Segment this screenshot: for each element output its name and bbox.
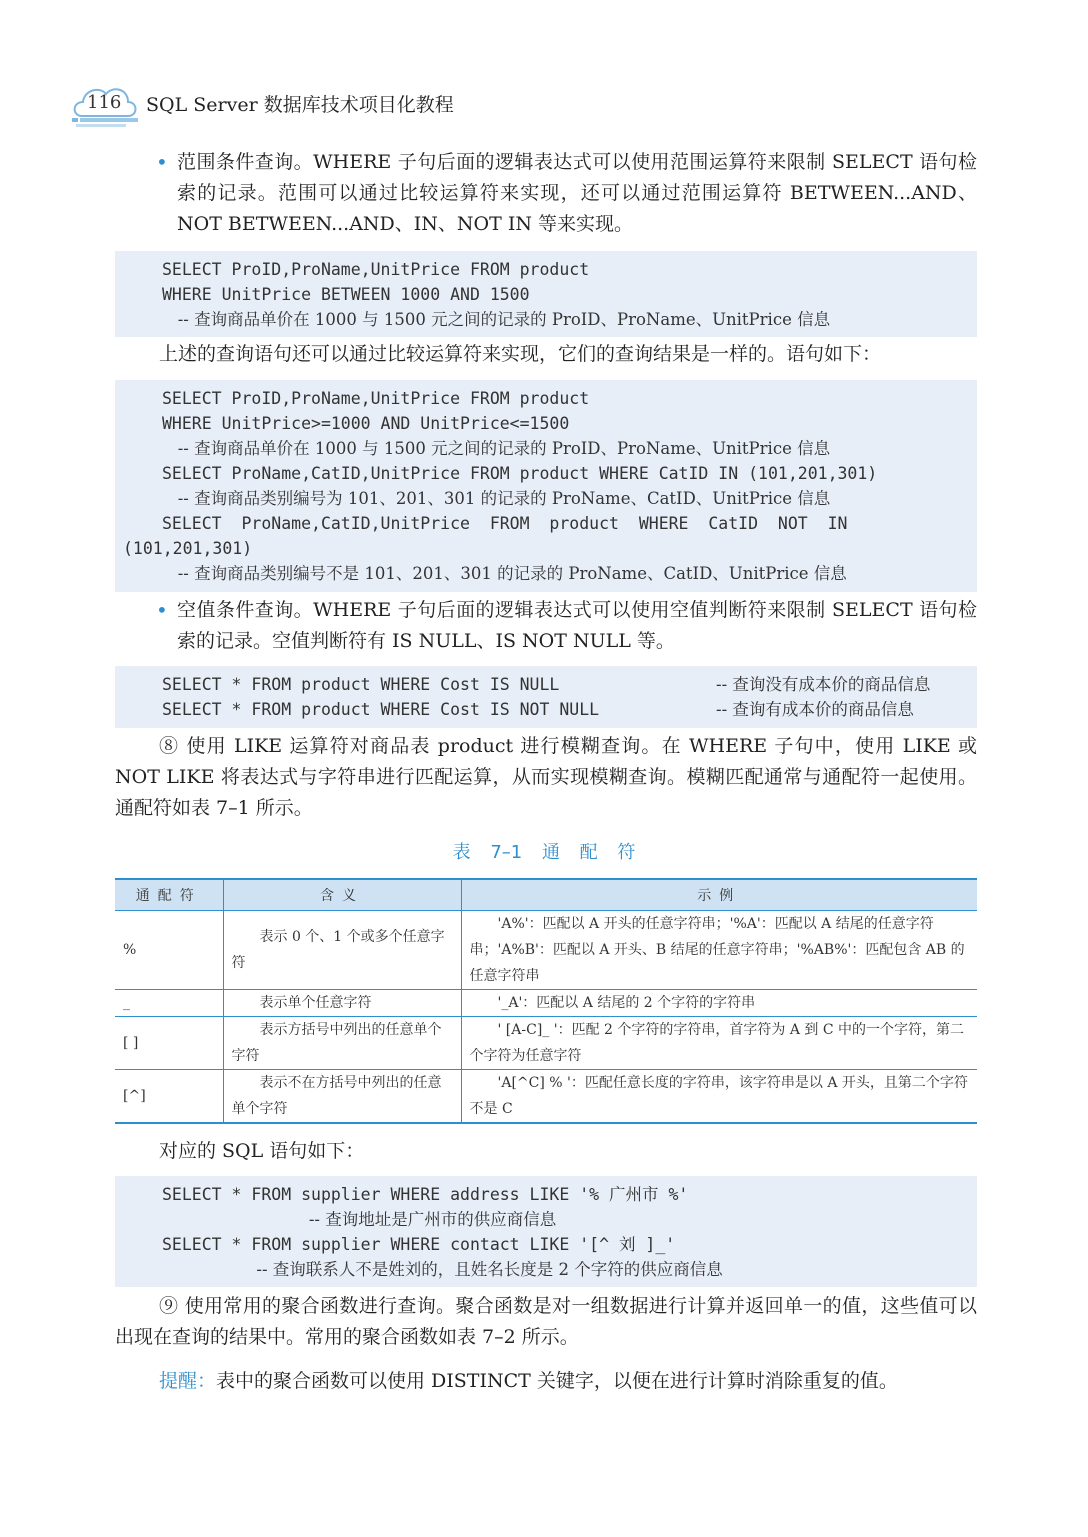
table-cell: ' [A-C]_ '：匹配 2 个字符的字符串，首字符为 A 到 C 中的一个字符，第二个字符为任意字符 [461, 1017, 977, 1070]
table-cell: '_A'：匹配以 A 结尾的 2 个字符的字符串 [461, 990, 977, 1017]
table-cell: 表示方括号中列出的任意单个字符 [223, 1017, 461, 1070]
column-header: 示例 [461, 879, 977, 911]
code-line: SELECT ProName,CatID,UnitPrice FROM product WHERE CatID IN (101,201,301) [162, 464, 878, 483]
page-number: 116 [87, 92, 122, 113]
code-line: SELECT * FROM product WHERE Cost IS NOT NULL [162, 700, 600, 719]
table-cell: 表示 0 个、1 个或多个任意字符 [223, 911, 461, 990]
paragraph-aggregate-intro: ⑨ 使用常用的聚合函数进行查询。聚合函数是对一组数据进行计算并返回单一的值，这些值可以出现在查询的结果中。常用的聚合函数如表 7–2 所示。 [115, 1295, 977, 1348]
code-block-between [115, 251, 977, 337]
code-comment: -- 查询没有成本价的商品信息 [716, 675, 931, 694]
code-comment: -- 查询商品类别编号为 101、201、301 的记录的 ProName、CatID、UnitPrice 信息 [162, 489, 831, 508]
bullet-range-query: • 范围条件查询。WHERE 子句后面的逻辑表达式可以使用范围运算符来限制 SELECT 语句检索的记录。范围可以通过比较运算符来实现，还可以通过范围运算符 BETWEEN...AND、NOT BETWEEN...AND、IN、NOT IN 等来实现。 [157, 147, 977, 240]
bullet-icon: • [156, 150, 168, 174]
tip-note [159, 1366, 898, 1397]
table-row [115, 1070, 977, 1124]
table-cell: _ [115, 990, 223, 1017]
code-line: SELECT ProName,CatID,UnitPrice FROM product WHERE CatID NOT IN [162, 514, 848, 533]
tip-text: 表中的聚合函数可以使用 DISTINCT 关键字，以便在进行计算时消除重复的值。 [216, 1370, 898, 1392]
code-line: WHERE UnitPrice BETWEEN 1000 AND 1500 [162, 285, 530, 304]
table-row [115, 1017, 977, 1070]
paragraph-sql-intro: 对应的 SQL 语句如下： [159, 1140, 365, 1162]
table-cell: 表示单个任意字符 [223, 990, 461, 1017]
column-header: 含义 [223, 879, 461, 911]
code-line: (101,201,301) [123, 539, 253, 558]
code-block-comparison [115, 380, 977, 592]
code-line: WHERE UnitPrice>=1000 AND UnitPrice<=1500 [162, 414, 570, 433]
column-header: 通配符 [115, 879, 223, 911]
code-line: SELECT * FROM supplier WHERE address LIKE '% 广州市 %' [162, 1185, 689, 1204]
code-comment: -- 查询联系人不是姓刘的，且姓名长度是 2 个字符的供应商信息 [162, 1260, 723, 1279]
table-cell: [^] [115, 1070, 223, 1124]
book-title: SQL Server 数据库技术项目化教程 [146, 94, 454, 116]
paragraph-like-intro: ⑧ 使用 LIKE 运算符对商品表 product 进行模糊查询。在 WHERE 子句中，使用 LIKE 或 NOT LIKE 将表达式与字符串进行匹配运算，从而实现模糊查询。模糊匹配通常与通配符一起使用。通配符如表 7–1 所示。 [115, 735, 977, 819]
table-cell: % [115, 911, 223, 990]
code-line: SELECT * FROM product WHERE Cost IS NULL [162, 675, 560, 694]
code-comment: -- 查询商品单价在 1000 与 1500 元之间的记录的 ProID、ProName、UnitPrice 信息 [162, 439, 831, 458]
table-caption: 表 7–1 通 配 符 [452, 842, 636, 863]
code-comment: -- 查询地址是广州市的供应商信息 [162, 1210, 557, 1229]
code-line: SELECT ProID,ProName,UnitPrice FROM product [162, 260, 590, 279]
table-cell: [ ] [115, 1017, 223, 1070]
table-header-row [115, 879, 977, 911]
table-row [115, 911, 977, 990]
code-block-like [115, 1176, 977, 1287]
table-cell: 表示不在方括号中列出的任意单个字符 [223, 1070, 461, 1124]
page-header [70, 78, 490, 130]
code-line: SELECT ProID,ProName,UnitPrice FROM product [162, 389, 590, 408]
paragraph-comparison-note: 上述的查询语句还可以通过比较运算符来实现，它们的查询结果是一样的。语句如下： [159, 343, 882, 365]
code-comment: -- 查询商品单价在 1000 与 1500 元之间的记录的 ProID、ProName、UnitPrice 信息 [162, 310, 831, 329]
wildcard-table [115, 878, 977, 1124]
code-comment: -- 查询有成本价的商品信息 [716, 700, 914, 719]
table-cell: 'A%'：匹配以 A 开头的任意字符串；'%A'：匹配以 A 结尾的任意字符串；'A%B'：匹配以 A 开头、B 结尾的任意字符串；'%AB%'：匹配包含 AB 的任意字符串 [461, 911, 977, 990]
tip-label: 提醒： [159, 1370, 217, 1392]
bullet-null-query: • 空值条件查询。WHERE 子句后面的逻辑表达式可以使用空值判断符来限制 SELECT 语句检索的记录。空值判断符有 IS NULL、IS NOT NULL 等。 [157, 595, 977, 657]
table-row [115, 990, 977, 1017]
code-comment: -- 查询商品类别编号不是 101、201、301 的记录的 ProName、CatID、UnitPrice 信息 [162, 564, 847, 583]
bullet-icon: • [156, 598, 168, 622]
code-block-null [115, 666, 977, 728]
table-cell: 'A[^C] % '：匹配任意长度的字符串，该字符串是以 A 开头，且第二个字符不是 C [461, 1070, 977, 1124]
code-line: SELECT * FROM supplier WHERE contact LIKE '[^ 刘 ]_' [162, 1235, 676, 1254]
